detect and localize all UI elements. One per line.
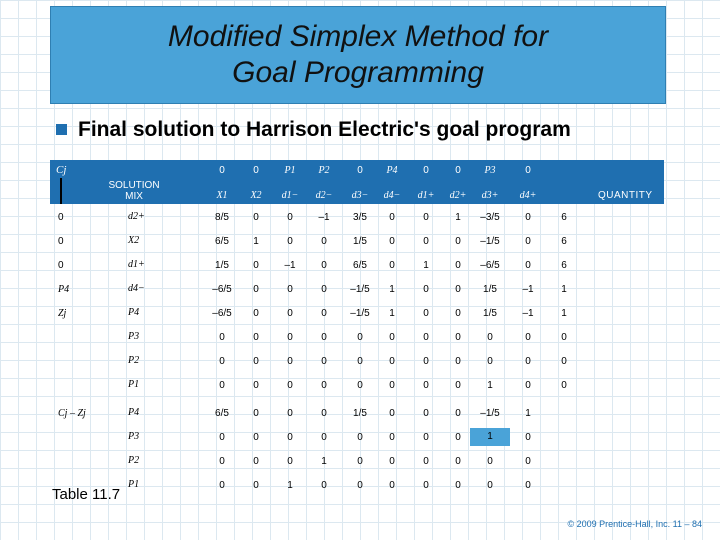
header-cj-value: 0	[219, 165, 225, 176]
header-variable: d3−	[351, 190, 369, 201]
row-cj: Zj	[58, 308, 67, 319]
table-cell: 1/5	[483, 284, 497, 295]
table-row	[50, 326, 664, 348]
table-cell: 1	[253, 236, 259, 247]
table-cell: 6/5	[215, 408, 229, 419]
table-cell: 0	[321, 380, 327, 391]
table-cell: 0	[389, 260, 395, 271]
table-row	[50, 350, 664, 372]
row-solution-mix: P3	[128, 331, 140, 342]
table-cell: 1	[470, 428, 510, 446]
table-cell: 0	[423, 408, 429, 419]
header-cj-value: 0	[455, 165, 461, 176]
header-variable: X2	[250, 190, 262, 201]
table-row	[50, 302, 664, 324]
table-cell: –3/5	[480, 212, 500, 223]
table-cell: 0	[561, 332, 567, 343]
header-cj-value: P1	[284, 165, 296, 176]
table-cell: 0	[561, 356, 567, 367]
header-variable: d4−	[383, 190, 401, 201]
row-solution-mix: d4−	[128, 283, 145, 294]
table-cell: 0	[287, 308, 293, 319]
table-caption: Table 11.7	[52, 486, 121, 503]
table-cell: 6	[561, 212, 567, 223]
table-cell: 0	[253, 260, 259, 271]
table-cell: 0	[219, 356, 225, 367]
table-cell: 0	[287, 332, 293, 343]
table-cell: 0	[525, 212, 531, 223]
table-row	[50, 450, 664, 472]
table-row	[50, 206, 664, 228]
table-cell: 0	[423, 332, 429, 343]
table-header	[50, 160, 664, 204]
table-cell: 0	[423, 380, 429, 391]
table-row	[50, 230, 664, 252]
table-cell: 0	[561, 380, 567, 391]
table-cell: 0	[487, 356, 493, 367]
table-cell: 0	[525, 432, 531, 443]
table-cell: 0	[455, 308, 461, 319]
table-cell: 0	[357, 332, 363, 343]
row-cj: 0	[58, 236, 64, 247]
table-cell: 1/5	[353, 236, 367, 247]
table-cell: 0	[287, 408, 293, 419]
table-cell: 0	[321, 284, 327, 295]
table-cell: 0	[455, 260, 461, 271]
table-cell: 0	[357, 356, 363, 367]
table-cell: 0	[253, 308, 259, 319]
table-cell: –1	[284, 260, 296, 271]
table-cell: 0	[253, 212, 259, 223]
table-cell: 0	[423, 308, 429, 319]
table-cell: 1	[455, 212, 461, 223]
table-cell: 0	[219, 332, 225, 343]
table-cell: 0	[219, 480, 225, 491]
table-cell: 0	[525, 356, 531, 367]
header-cj-value: P3	[484, 165, 496, 176]
table-cell: 1/5	[353, 408, 367, 419]
table-cell: 8/5	[215, 212, 229, 223]
table-cell: 0	[321, 356, 327, 367]
table-cell: 0	[525, 380, 531, 391]
table-cell: 0	[525, 236, 531, 247]
table-cell: 0	[253, 284, 259, 295]
subtitle: Final solution to Harrison Electric's goal program	[78, 118, 571, 141]
table-cell: 0	[253, 380, 259, 391]
header-cj-value: 0	[423, 165, 429, 176]
table-cell: 0	[423, 356, 429, 367]
table-cell: 0	[389, 456, 395, 467]
table-cell: 0	[287, 356, 293, 367]
table-cell: 0	[487, 456, 493, 467]
table-cell: 0	[389, 432, 395, 443]
table-cell: 1	[389, 308, 395, 319]
table-row	[50, 254, 664, 276]
table-cell: 1	[389, 284, 395, 295]
row-solution-mix: P2	[128, 355, 140, 366]
table-cell: 0	[357, 456, 363, 467]
table-cell: –1/5	[350, 284, 370, 295]
table-cell: 0	[525, 456, 531, 467]
table-cell: 0	[423, 432, 429, 443]
table-cell: 1	[561, 308, 567, 319]
table-cell: 0	[389, 408, 395, 419]
table-cell: 1/5	[215, 260, 229, 271]
table-cell: 0	[287, 432, 293, 443]
table-cell: –1	[318, 212, 330, 223]
table-row	[50, 426, 664, 448]
header-variable: d4+	[519, 190, 537, 201]
table-cell: 0	[455, 284, 461, 295]
table-cell: 0	[219, 432, 225, 443]
table-cell: –1	[522, 308, 534, 319]
table-cell: 0	[287, 236, 293, 247]
table-cell: 0	[321, 332, 327, 343]
table-cell: 0	[253, 456, 259, 467]
row-solution-mix: P4	[128, 407, 140, 418]
table-cell: 0	[287, 380, 293, 391]
header-variable: d1−	[281, 190, 299, 201]
table-cell: 0	[525, 260, 531, 271]
row-solution-mix: P2	[128, 455, 140, 466]
table-cell: 0	[219, 380, 225, 391]
row-solution-mix: P3	[128, 431, 140, 442]
table-cell: 0	[357, 480, 363, 491]
table-cell: –6/5	[212, 308, 232, 319]
table-cell: 6	[561, 260, 567, 271]
table-cell: 6/5	[353, 260, 367, 271]
header-variable: X1	[216, 190, 228, 201]
table-row	[50, 402, 664, 424]
table-cell: –1/5	[480, 408, 500, 419]
table-cell: 0	[253, 332, 259, 343]
table-cell: 0	[423, 480, 429, 491]
table-cell: 0	[321, 308, 327, 319]
table-row	[50, 474, 664, 496]
bullet-icon	[56, 124, 67, 135]
table-cell: 0	[287, 284, 293, 295]
table-cell: 1	[321, 456, 327, 467]
row-solution-mix: P4	[128, 307, 140, 318]
header-variable: d2+	[449, 190, 467, 201]
table-cell: 0	[455, 456, 461, 467]
table-cell: 0	[321, 236, 327, 247]
table-cell: 0	[389, 356, 395, 367]
header-cj-value: P2	[318, 165, 330, 176]
table-cell: 0	[455, 332, 461, 343]
row-solution-mix: d1+	[128, 259, 145, 270]
table-cell: 0	[253, 356, 259, 367]
table-cell: 6/5	[215, 236, 229, 247]
table-cell: 0	[487, 480, 493, 491]
header-variable: d2−	[315, 190, 333, 201]
header-cj-value: P4	[386, 165, 398, 176]
table-cell: 0	[423, 236, 429, 247]
row-cj: 0	[58, 260, 64, 271]
table-row	[50, 278, 664, 300]
table-cell: 0	[321, 260, 327, 271]
title-line-2: Goal Programming	[232, 56, 484, 89]
table-cell: 0	[487, 332, 493, 343]
table-cell: 1	[525, 408, 531, 419]
header-cj-value: 0	[357, 165, 363, 176]
row-solution-mix: X2	[128, 235, 140, 246]
header-variable: d1+	[417, 190, 435, 201]
table-cell: 6	[561, 236, 567, 247]
table-cell: –6/5	[480, 260, 500, 271]
table-cell: 0	[525, 480, 531, 491]
header-quantity: QUANTITY	[598, 190, 653, 201]
table-cell: 0	[423, 456, 429, 467]
table-cell: 0	[455, 356, 461, 367]
table-cell: 0	[321, 408, 327, 419]
row-solution-mix: P1	[128, 379, 140, 390]
table-cell: 0	[287, 456, 293, 467]
table-cell: 0	[357, 380, 363, 391]
header-variable: d3+	[481, 190, 499, 201]
header-cj-value: 0	[253, 165, 259, 176]
row-cj: Cj – Zj	[58, 408, 86, 419]
table-cell: 0	[455, 236, 461, 247]
table-cell: 0	[423, 284, 429, 295]
row-solution-mix: d2+	[128, 211, 145, 222]
table-cell: 0	[455, 380, 461, 391]
cj-divider	[60, 178, 62, 204]
table-cell: –1	[522, 284, 534, 295]
table-cell: 0	[423, 212, 429, 223]
table-cell: 0	[389, 332, 395, 343]
header-cj-value: 0	[525, 165, 531, 176]
header-cj-label: Cj	[56, 164, 67, 176]
table-cell: 1	[487, 380, 493, 391]
title-box	[50, 6, 666, 104]
table-cell: 1	[287, 480, 293, 491]
table-cell: –1/5	[350, 308, 370, 319]
table-cell: 0	[321, 480, 327, 491]
table-cell: –6/5	[212, 284, 232, 295]
table-cell: 0	[389, 480, 395, 491]
table-cell: 0	[455, 480, 461, 491]
table-cell: 0	[389, 380, 395, 391]
table-cell: 0	[253, 432, 259, 443]
table-row	[50, 374, 664, 396]
table-cell: 0	[357, 432, 363, 443]
row-cj: P4	[58, 284, 70, 295]
table-cell: 0	[389, 236, 395, 247]
row-solution-mix: P1	[128, 479, 140, 490]
table-cell: 0	[389, 212, 395, 223]
table-cell: 0	[321, 432, 327, 443]
table-cell: 1/5	[483, 308, 497, 319]
table-cell: 0	[253, 408, 259, 419]
footer: © 2009 Prentice-Hall, Inc. 11 – 84	[567, 519, 702, 529]
row-cj: 0	[58, 212, 64, 223]
header-solution-mix: SOLUTION MIX	[108, 180, 160, 202]
table-cell: 3/5	[353, 212, 367, 223]
table-cell: –1/5	[480, 236, 500, 247]
table-cell: 0	[287, 212, 293, 223]
title-line-1: Modified Simplex Method for	[167, 20, 549, 53]
table-cell: 1	[561, 284, 567, 295]
table-cell: 1	[423, 260, 429, 271]
table-cell: 0	[525, 332, 531, 343]
table-cell: 0	[455, 408, 461, 419]
table-cell: 0	[253, 480, 259, 491]
table-cell: 0	[455, 432, 461, 443]
table-cell: 0	[219, 456, 225, 467]
